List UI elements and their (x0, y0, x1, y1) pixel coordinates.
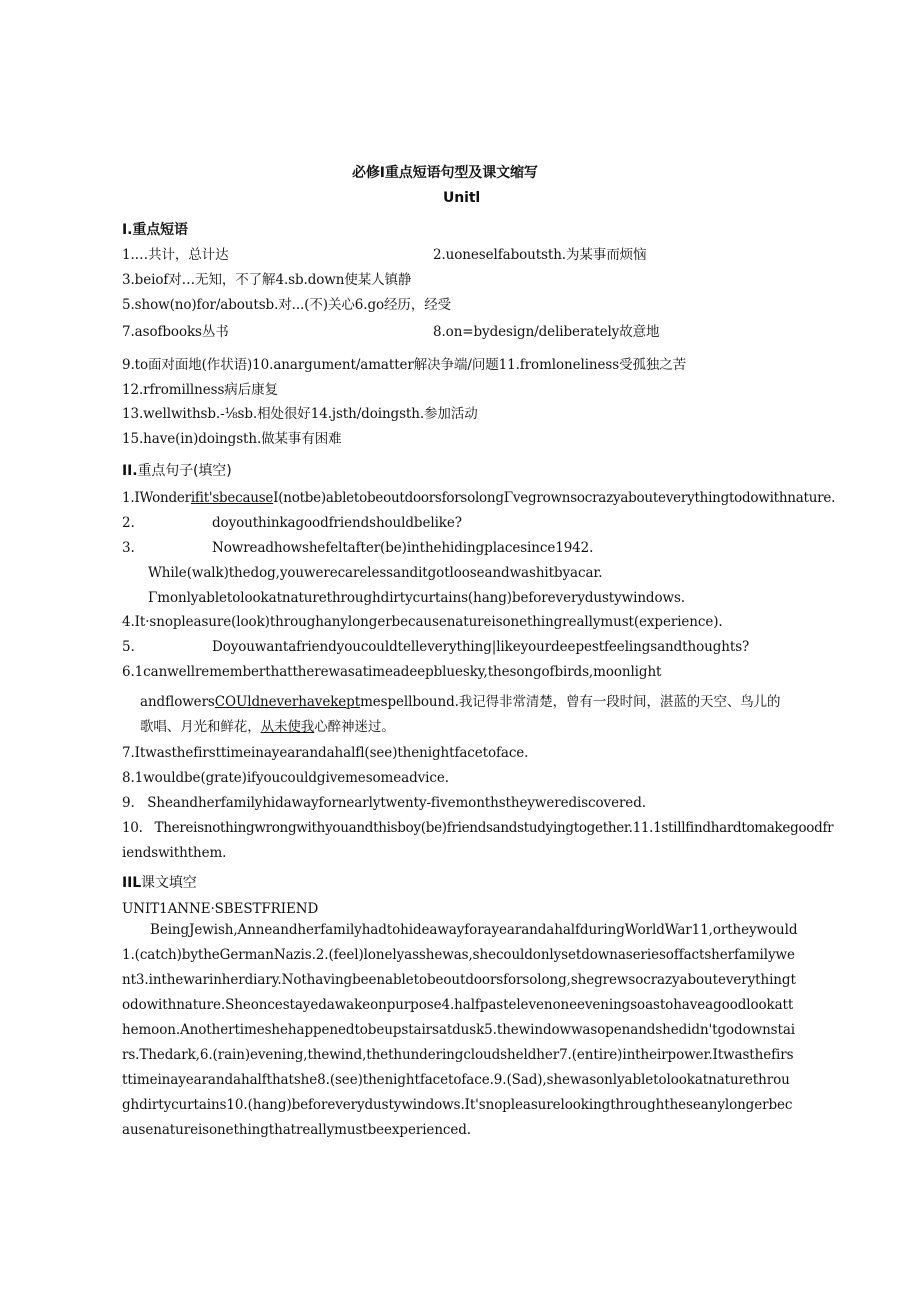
sentence-6c (140, 718, 395, 736)
section2-heading-number: II. (122, 463, 138, 479)
sentence-6b-part: andflowers (140, 694, 215, 710)
phrase-line: 7.asofbooks丛书 (122, 324, 229, 340)
sentence-6b (140, 693, 780, 711)
sentence-2: doyouthinkagoodfriendshouldbelike? (212, 515, 462, 531)
phrase-line: 9.to面对面地(作状语)10.anargument/amatter解决争端/问题11.fromloneliness受孤独之苦 (122, 357, 687, 373)
story-paragraph: BeingJewish,AnneandherfamilyhadtohideawayforayearandahalfduringWorldWar11,ortheywould1.(catch)bytheGermanNazis.2.(feel)lonelyasshewas,shecouldonlysetdownaseriesoffactsherfamilywent3.inthewarinherdiary.Nothavingbeenabletobeoutdoorsforsolong,shegrewsocrazyabouteverythingtodowithnature.Sheoncestayedawakeonpurpose4.halfpastelevenoneeveningsoastohaveagoodlookatthemoon.Anothertimeshehappenedtobeupstairsatdusk5.thewindowwasopenandshedidn'tgodownstairs.Thedark,6.(rain)evening,thewind,thethunderingcloudsheldher7.(entire)intheirpower.Itwasthefirsttimeinayearandahalfthatshe8.(see)thenightfacetoface.9.(Sad),shewasonlyabletolookatnaturethroughdirtycurtains10.(hang)beforeverydustywindows.It'snopleasurelookingthroughtheseanylongerbecausenatureisonethingthatreallymustbeexperienced. (122, 922, 798, 1138)
sentence-7: 7.Itwasthefirsttimeinayearandahalfl(see)thenightfacetoface. (122, 745, 529, 761)
sentence-6: 6.1canwellrememberthattherewasatimeadeepbluesky,thesongofbirds,moonlight (122, 664, 662, 680)
sentence-6c-underlined: 从未使我 (260, 719, 315, 735)
phrase-line: 15.have(in)doingsth.做某事有困难 (122, 431, 342, 447)
sentence-3b: While(walk)thedog,youwerecarelessanditgotlooseandwashitbyacar. (148, 565, 603, 581)
sentence-5-number: 5. (122, 639, 135, 655)
sentence-2-number: 2. (122, 515, 135, 531)
sentence-1-part: I(notbe)abletobeoutdoorsforsolongΓvegrownsocrazyabouteverythingtodowithnature. (273, 490, 836, 506)
sentence-10: 10. Thereisnothingwrongwithyouandthisboy(be)friendsandstudyingtogether.11.1stillfindhardtomakegoodfr (122, 820, 834, 836)
sentence-8: 8.1wouldbe(grate)ifyoucouldgivemesomeadvice. (122, 770, 449, 786)
sentence-3-number: 3. (122, 540, 135, 556)
sentence-1-underlined: ifit'sbecause (190, 490, 274, 506)
section2-heading-text: 重点句子(填空) (137, 463, 232, 479)
phrase-line: 3.beiof对…无知，不了解4.sb.down使某人镇静 (122, 272, 412, 288)
section1-heading: I.重点短语 (122, 222, 188, 238)
sentence-6b-underlined: COUldneverhavekept (214, 694, 361, 710)
unit-label: Unitl (443, 190, 481, 206)
section3-heading-text: 课文填空 (141, 875, 197, 891)
sentence-1 (122, 489, 835, 507)
sentence-1-part: 1.IWonder (122, 490, 191, 506)
sentence-5: Doyouwantafriendyoucouldtelleverything|likeyourdeepestfeelingsandthoughts? (212, 639, 750, 655)
phrase-line: 5.show(no)for/aboutsb.对...(不)关心6.go经历，经受 (122, 297, 452, 313)
sentence-3: Nowreadhowshefeltafter(be)inthehidingplacesince1942. (212, 540, 594, 556)
sentence-6b-part: mespellbound.我记得非常清楚，曾有一段时间，湛蓝的天空、鸟儿的 (360, 694, 781, 710)
phrase-line: 8.on=bydesign/deliberately故意地 (433, 324, 660, 340)
sentence-6c-part: 心醉神迷过。 (314, 719, 395, 735)
phrase-line: 12.rfromillness病后康复 (122, 382, 278, 398)
phrase-line: 2.uoneselfaboutsth.为某事而烦恼 (433, 247, 647, 263)
section3-heading (122, 874, 197, 892)
sentence-9: 9. Sheandherfamilyhidawayfornearlytwenty-fivemonthstheywerediscovered. (122, 795, 646, 811)
phrase-line: 1.…共计，总计达 (122, 247, 229, 263)
phrase-line: 13.wellwithsb.-⅛sb.相处很好14.jsth/doingsth.参加活动 (122, 406, 478, 422)
story-title: UNIT1ANNE·SBESTFRIEND (122, 901, 319, 917)
sentence-6c-part: 歌唱、月光和鲜花， (140, 719, 261, 735)
sentence-10b: iendswiththem. (122, 845, 227, 861)
section3-heading-number: IIL (122, 875, 142, 891)
sentence-4: 4.It·snopleasure(look)throughanylongerbecausenatureisonethingreallymust(experience). (122, 614, 723, 630)
section2-heading (122, 462, 232, 480)
sentence-3c: Γmonlyabletolookatnaturethroughdirtycurtains(hang)beforeverydustywindows. (148, 590, 685, 606)
document-title: 必修I重点短语句型及课文缩写 (352, 165, 538, 181)
